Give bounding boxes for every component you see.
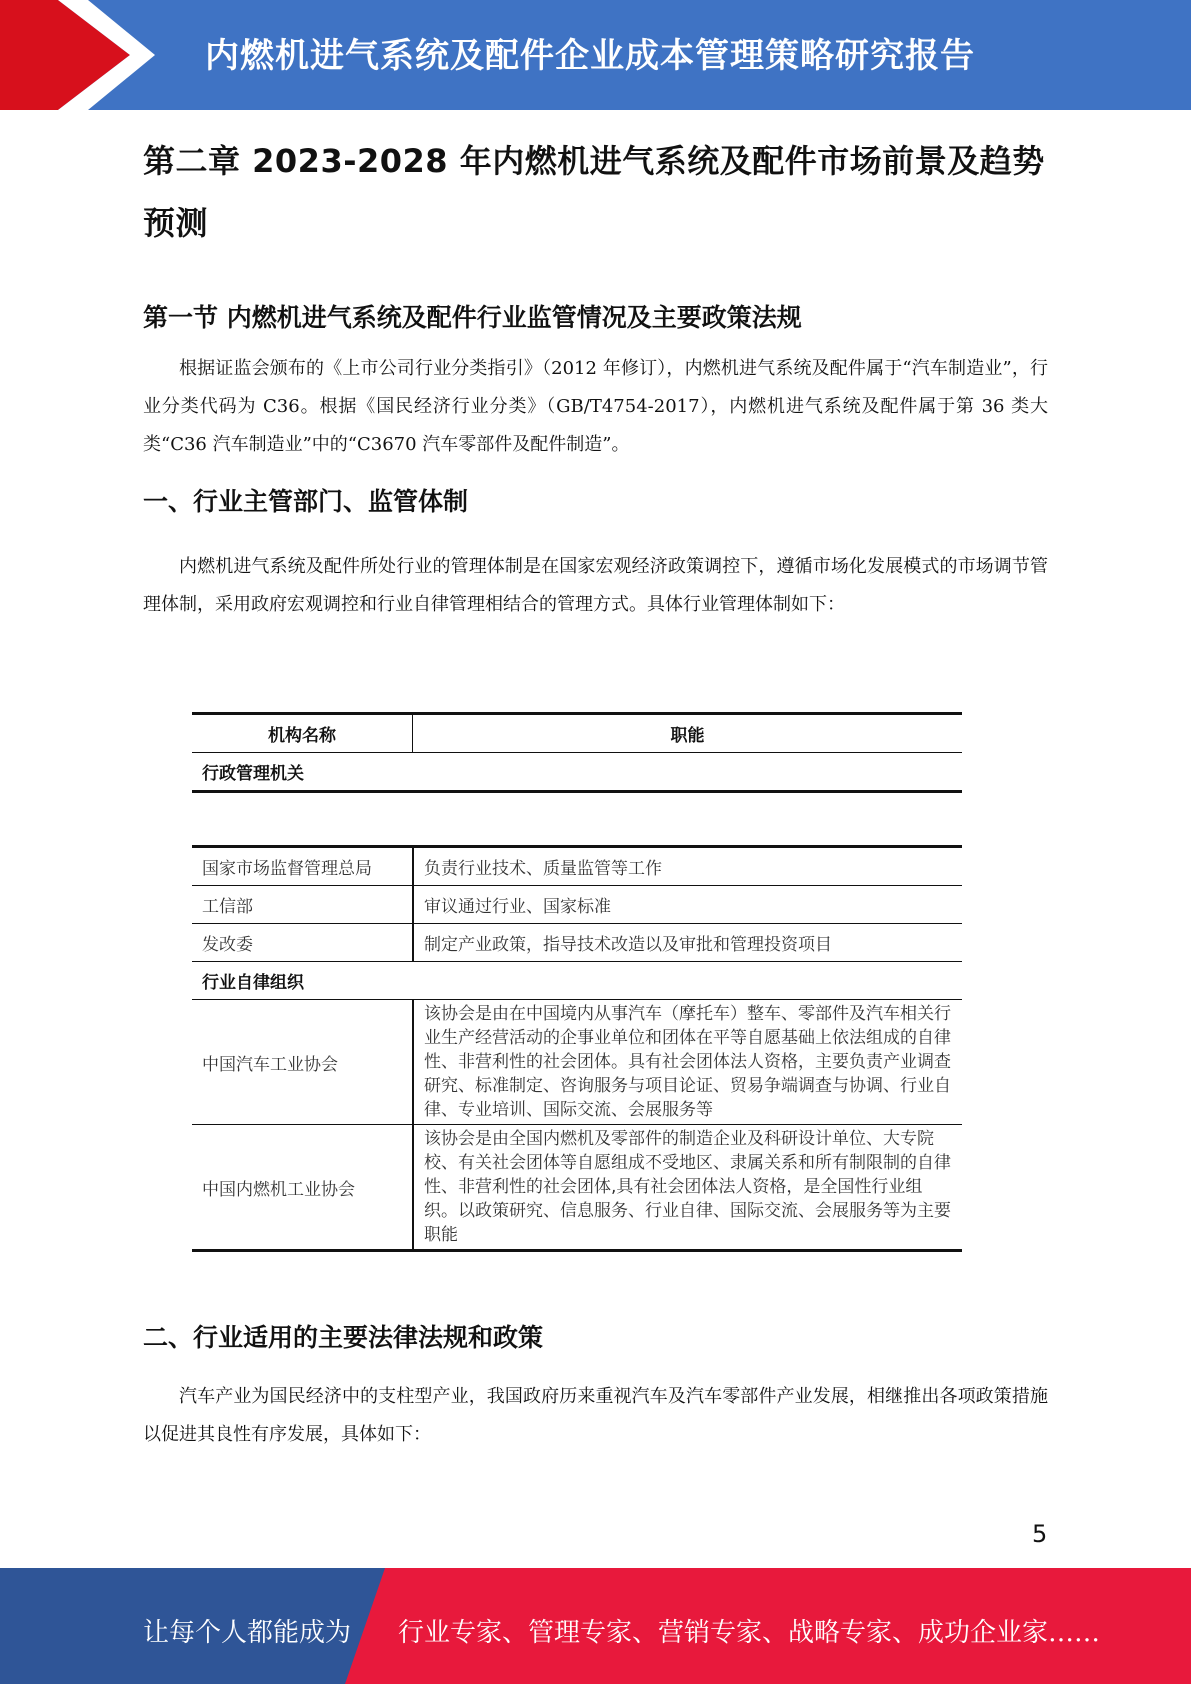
section-title: 第一节 内燃机进气系统及配件行业监管情况及主要政策法规 [143, 303, 802, 332]
duty-cell: 负责行业技术、质量监管等工作 [413, 847, 962, 886]
org-name-cell: 中国汽车工业协会 [192, 1000, 413, 1125]
paragraph-policy-intro: 汽车产业为国民经济中的支柱型产业，我国政府历来重视汽车及汽车零部件产业发展，相继推出各项政策措施以促进其良性有序发展，具体如下： [143, 1386, 1048, 1445]
table-row [192, 924, 962, 962]
table-header-block [192, 712, 962, 793]
page-number: 5 [1032, 1520, 1048, 1548]
footer-slogan-right: 行业专家、管理专家、营销专家、战略专家、成功企业家…… [398, 1618, 1101, 1648]
duty-cell: 审议通过行业、国家标准 [413, 886, 962, 924]
table-row [192, 1000, 962, 1125]
paragraph-management-system: 内燃机进气系统及配件所处行业的管理体制是在国家宏观经济政策调控下，遵循市场化发展模式的市场调节管理体制，采用政府宏观调控和行业自律管理相结合的管理方式。具体行业管理体制如下： [143, 556, 1048, 615]
subsection-title-laws: 二、行业适用的主要法律法规和政策 [143, 1323, 544, 1352]
subsection-title-regulators: 一、行业主管部门、监管体制 [143, 487, 469, 516]
header-banner [0, 0, 1191, 110]
org-name-cell: 工信部 [192, 886, 413, 924]
main-content [143, 130, 1048, 624]
duty-cell: 该协会是由在中国境内从事汽车（摩托车）整车、零部件及汽车相关行业生产经营活动的企事业单位和团体在平等自愿基础上依法组成的自律性、非营利性的社会团体。具有社会团体法人资格，主要负责产业调查研究、标准制定、咨询服务与项目论证、贸易争端调查与协调、行业自律、专业培训、国际交流、会展服务等 [413, 1000, 962, 1125]
org-name-cell: 国家市场监督管理总局 [192, 847, 413, 886]
table-row [192, 962, 962, 1000]
group-label-admin: 行政管理机关 [202, 764, 304, 784]
footer-banner [0, 1568, 1191, 1684]
duty-cell: 该协会是由全国内燃机及零部件的制造企业及科研设计单位、大专院校、有关社会团体等自愿组成不受地区、隶属关系和所有制限制的自律性、非营利性的社会团体,具有社会团体法人资格，是全国性行业组织。以政策研究、信息服务、行业自律、国际交流、会展服务等为主要职能 [413, 1125, 962, 1251]
table-row [192, 1125, 962, 1251]
section-two [143, 1318, 1048, 1454]
col-header-org-name: 机构名称 [192, 714, 413, 753]
chapter-title: 第二章 2023-2028 年内燃机进气系统及配件市场前景及趋势预测 [143, 142, 1045, 242]
paragraph-industry-classification: 根据证监会颁布的《上市公司行业分类指引》（2012 年修订），内燃机进气系统及配件属于“汽车制造业”，行业分类代码为 C36。根据《国民经济行业分类》（GB/T4754-2017），内燃机进气系统及配件属于第 36 类大类“C36 汽车制造业”中的“C3670 汽车零部件及配件制造”。 [143, 358, 1048, 455]
org-name-cell: 中国内燃机工业协会 [192, 1125, 413, 1251]
table-row [192, 847, 962, 886]
header-title: 内燃机进气系统及配件企业成本管理策略研究报告 [205, 36, 975, 76]
col-header-duty: 职能 [413, 714, 963, 753]
org-name-cell: 发改委 [192, 924, 413, 962]
footer-slogan-left: 让每个人都能成为 [143, 1618, 352, 1648]
table-body-block [192, 845, 962, 1252]
regulatory-table [192, 712, 962, 1252]
duty-cell: 制定产业政策，指导技术改造以及审批和管理投资项目 [413, 924, 962, 962]
table-row [192, 886, 962, 924]
group-label-self-regulatory: 行业自律组织 [192, 962, 962, 1000]
